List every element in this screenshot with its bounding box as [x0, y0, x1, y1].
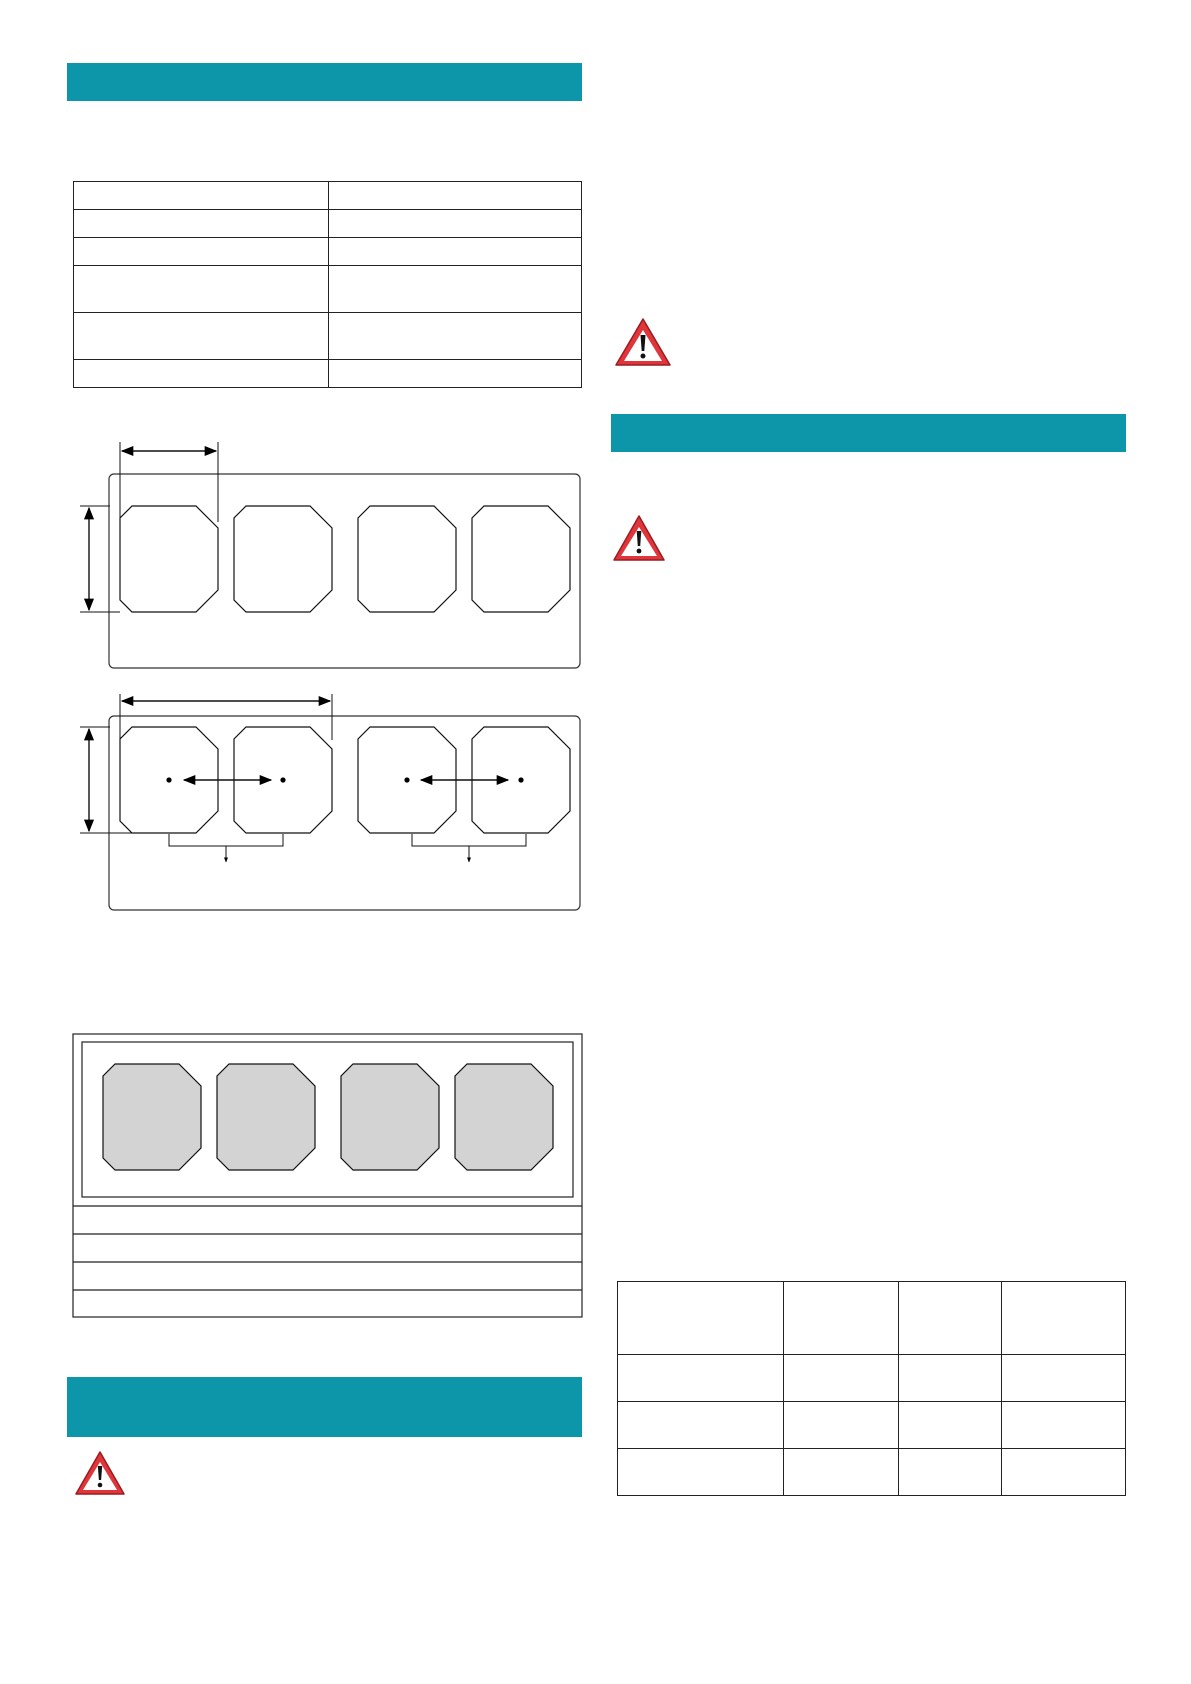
cooking-zone-4	[455, 1064, 553, 1170]
cookware-cell	[618, 1449, 784, 1496]
cookware-cell	[784, 1402, 899, 1449]
bridge-bracket-left	[169, 834, 283, 846]
bridge-bracket-right	[412, 834, 526, 846]
figure-caption-row	[80, 1266, 575, 1286]
cookware-table	[617, 1281, 1126, 1496]
cookware-cell	[1002, 1449, 1126, 1496]
cookware-header-cell	[899, 1282, 1002, 1355]
cookware-cell	[899, 1402, 1002, 1449]
cooking-zone-4	[472, 506, 570, 612]
cooking-zone-1	[103, 1064, 201, 1170]
cooking-zone-3	[341, 1064, 439, 1170]
cookware-cell	[618, 1402, 784, 1449]
hob-panel-outline	[109, 474, 580, 668]
warning-triangle-icon	[614, 516, 664, 560]
cooking-zone-3	[358, 506, 456, 612]
cookware-cell	[1002, 1402, 1126, 1449]
figure-caption-row	[80, 1294, 575, 1314]
cookware-header-cell	[784, 1282, 899, 1355]
zone-center-dot	[166, 777, 171, 782]
cooking-zone-2	[217, 1064, 315, 1170]
cooking-zone-2	[234, 506, 332, 612]
cooking-zone-1	[120, 506, 218, 612]
cookware-cell	[899, 1449, 1002, 1496]
zone-center-dot	[404, 777, 409, 782]
zone-center-dot	[280, 777, 285, 782]
warning-triangle-icon	[76, 1452, 124, 1494]
zone-center-dot	[518, 777, 523, 782]
cookware-cell	[1002, 1355, 1126, 1402]
figure-caption-row	[80, 1238, 575, 1258]
cookware-cell	[784, 1449, 899, 1496]
figure-caption-row	[80, 1210, 575, 1230]
cookware-cell	[618, 1355, 784, 1402]
cookware-cell	[784, 1355, 899, 1402]
cookware-header-cell	[618, 1282, 784, 1355]
cookware-cell	[899, 1355, 1002, 1402]
cookware-header-cell	[1002, 1282, 1126, 1355]
warning-triangle-icon	[616, 319, 670, 365]
hob-panel-outline	[109, 716, 580, 910]
